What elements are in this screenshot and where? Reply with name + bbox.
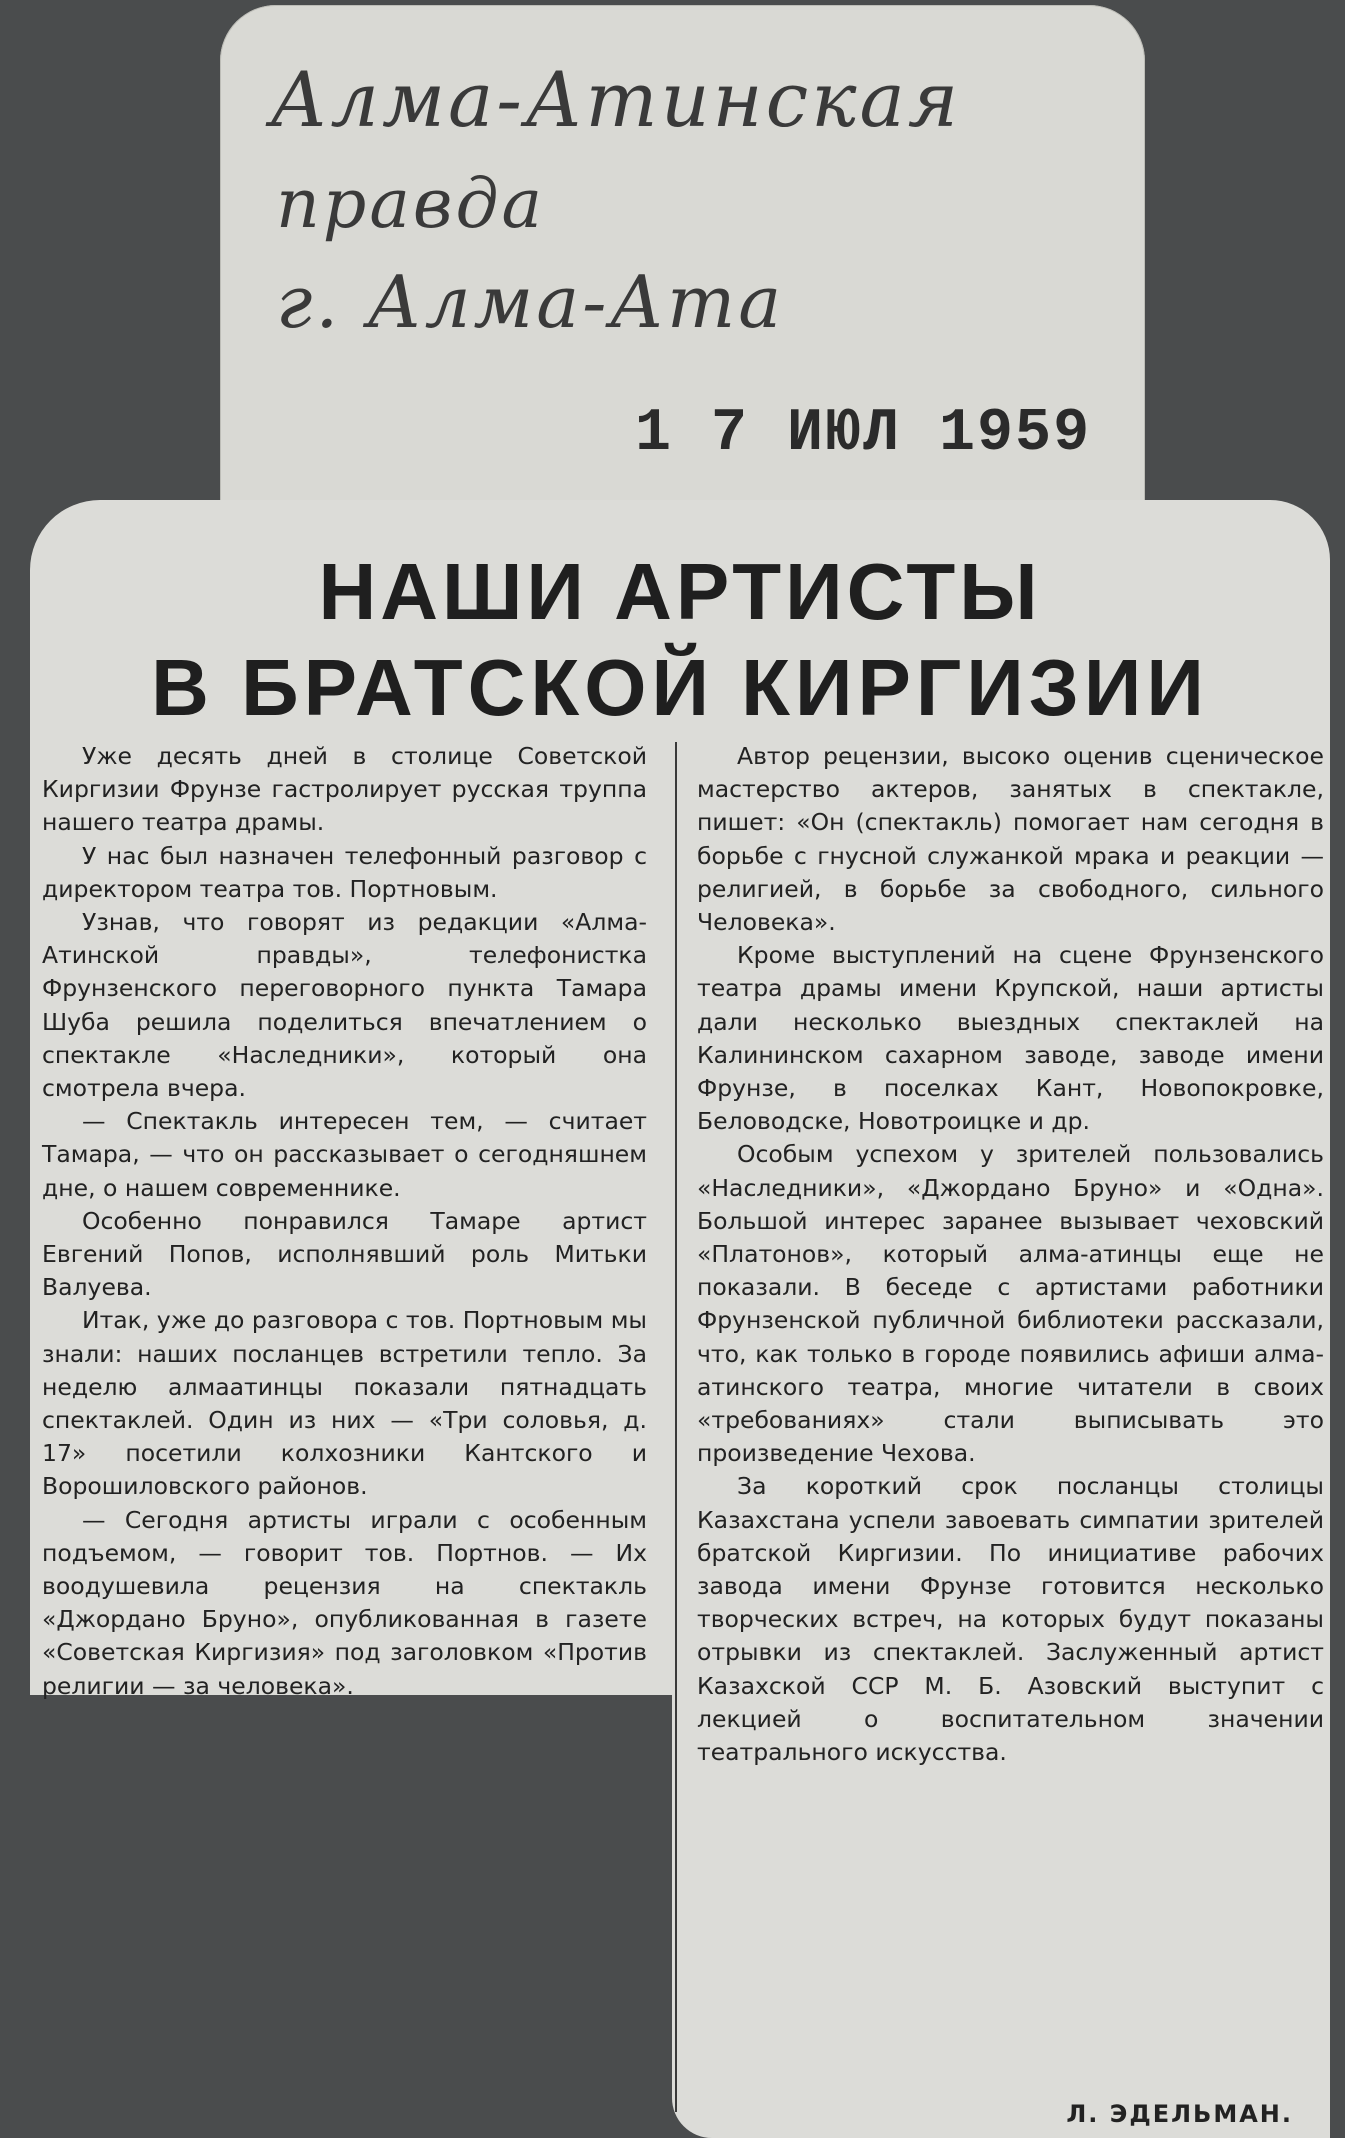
- article-paragraph: Особым успехом у зрителей пользовались «Наследники», «Джордано Бруно» и «Одна». Большой интерес заранее вызывает чеховский «Платонов», который алма-атинцы еще не показали. В беседе с артистами работники Фрунзенской публичной библиотеки рассказали, что, как только в городе появились афиши алма-атинского театра, многие читатели в своих «требованиях» стали выписывать это произведение Чехова.: [697, 1140, 1324, 1468]
- article-paragraph: — Спектакль интересен тем, — считает Тамара, — что он рассказывает о сегодняшнем дне, о нашем современнике.: [42, 1107, 647, 1202]
- handwritten-newspaper-name-cont: правда: [276, 165, 546, 244]
- article-paragraph: Автор рецензии, высоко оценив сценическое мастерство актеров, занятых в спектакле, пишет: «Он (спектакль) помогает нам сегодня в борьбе с гнусной служанкой мрака и реакции — религией, в борьбе за свободного, сильного Человека».: [697, 742, 1324, 937]
- headline-line-1: НАШИ АРТИСТЫ: [318, 547, 1042, 636]
- headline-line-2: В БРАТСКОЙ КИРГИЗИИ: [151, 643, 1209, 732]
- handwritten-city: г. Алма-Ата: [276, 260, 785, 344]
- author-signature: Л. ЭДЕЛЬМАН.: [1066, 2100, 1293, 2128]
- article-column-left: [42, 740, 647, 1703]
- handwritten-newspaper-name: Алма-Атинская: [270, 55, 962, 144]
- article-paragraph: — Сегодня артисты играли с особенным подъемом, — говорит тов. Портнов. — Их воодушевила рецензия на спектакль «Джордано Бруно», опубликованная в газете «Советская Киргизия» под заголовком «Против религии — за человека».: [42, 1505, 647, 1700]
- article-column-right: [697, 740, 1324, 1769]
- article-paragraph: Особенно понравился Тамаре артист Евгений Попов, исполнявший роль Митьки Валуева.: [42, 1206, 647, 1302]
- column-divider: [675, 742, 677, 2112]
- article-paragraph: У нас был назначен телефонный разговор с директором театра тов. Портновым.: [42, 841, 647, 903]
- article-paragraph: Уже десять дней в столице Советской Киргизии Фрунзе гастролирует русская труппа нашего театра драмы.: [42, 742, 647, 837]
- article-paragraph: Кроме выступлений на сцене Фрунзенского театра драмы имени Крупской, наши артисты дали несколько выездных спектаклей на Калининском сахарном заводе, заводе имени Фрунзе, в поселках Кант, Новопокровке, Беловодске, Новотроицке и др.: [697, 941, 1324, 1136]
- date-stamp: 1 7 ИЮЛ 1959: [635, 400, 1092, 468]
- article-paragraph: За короткий срок посланцы столицы Казахстана успели завоевать симпатии зрителей братской Киргизии. По инициативе рабочих завода имени Фрунзе готовится несколько творческих встреч, на которых будут показаны отрывки из спектаклей. Заслуженный артист Казахской ССР М. Б. Азовский выступит с лекцией о воспитательном значении театрального искусства.: [697, 1472, 1324, 1767]
- article-paragraph: Итак, уже до разговора с тов. Портновым мы знали: наших посланцев встретили тепло. За неделю алмаатинцы показали пятнадцать спектаклей. Один из них — «Три соловья, д. 17» посетили колхозники Кантского и Ворошиловского районов.: [42, 1306, 647, 1501]
- article-paragraph: Узнав, что говорят из редакции «Алма-Атинской правды», телефонистка Фрунзенского переговорного пункта Тамара Шуба решила поделиться впечатлением о спектакле «Наследники», который она смотрела вчера.: [42, 908, 647, 1103]
